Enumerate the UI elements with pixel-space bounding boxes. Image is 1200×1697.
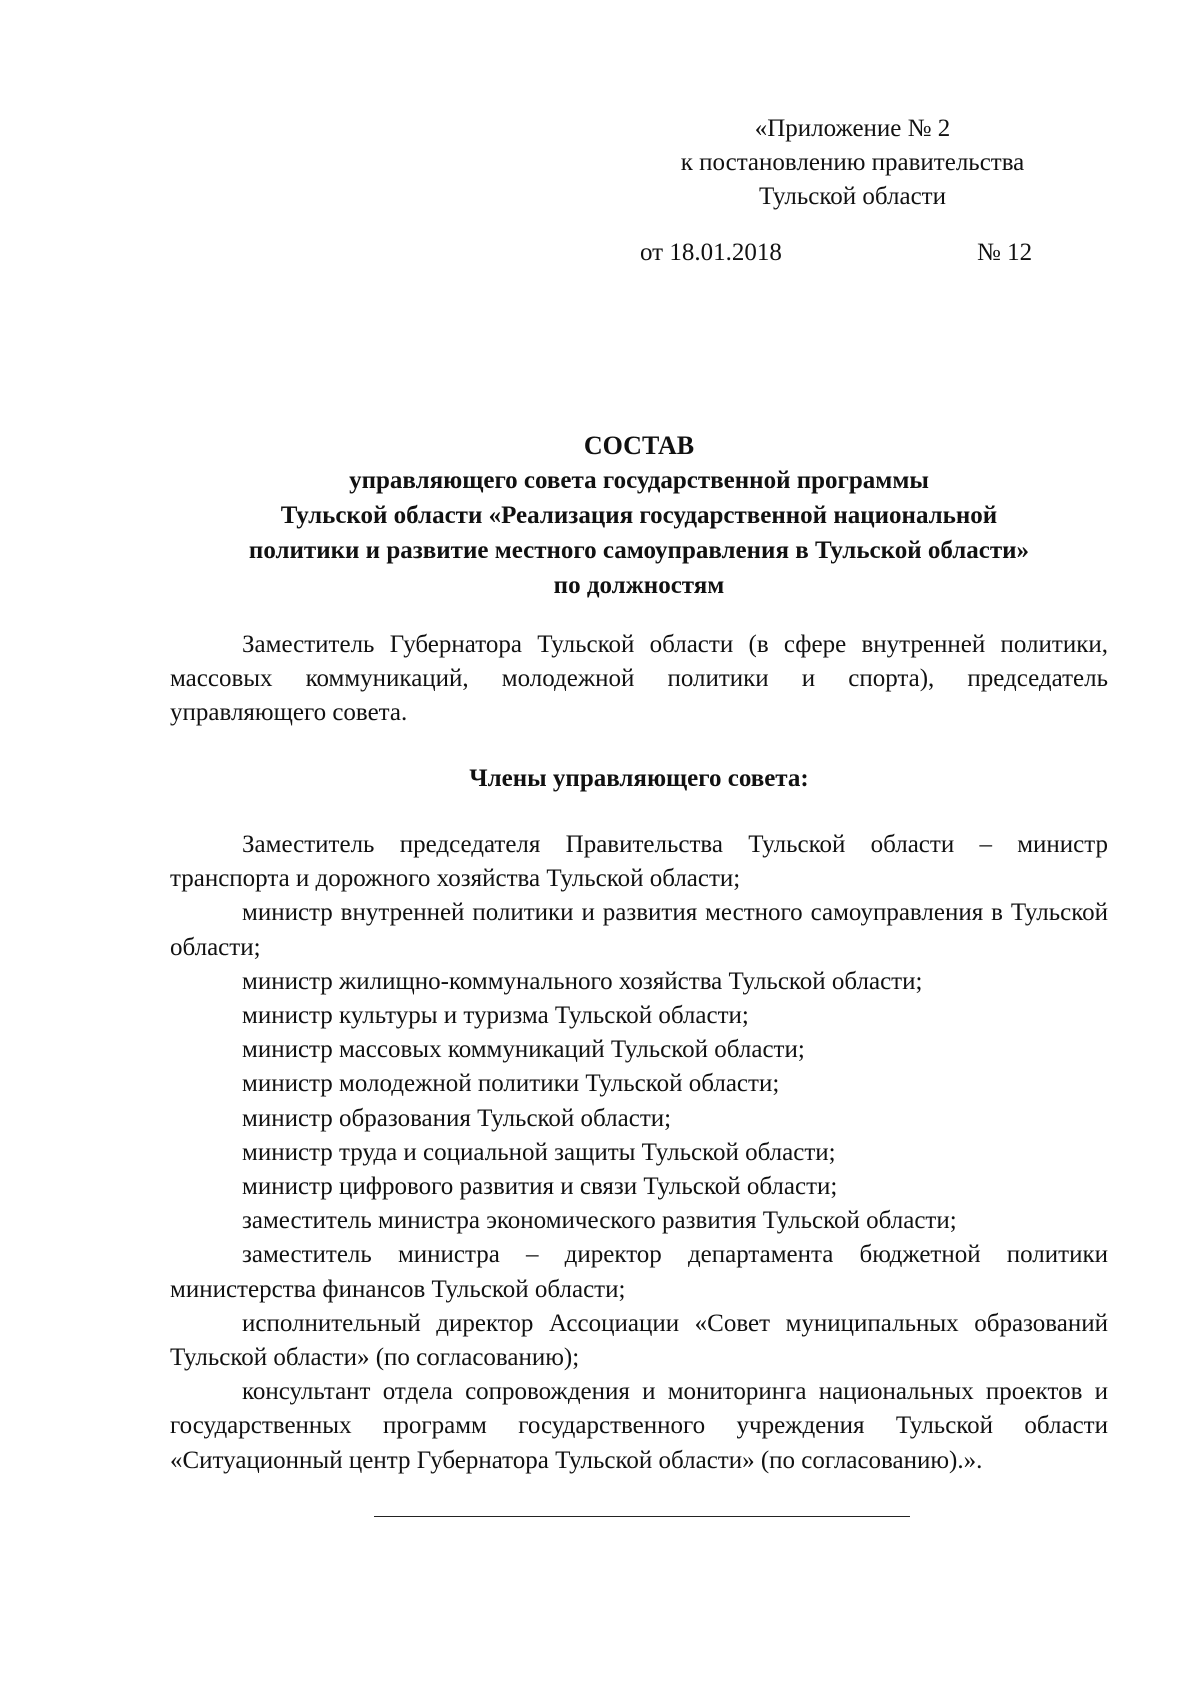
appendix-line-3: Тульской области [759,183,946,210]
member-item: министр труда и социальной защиты Тульской области; [242,1138,836,1166]
chairman-paragraph: Заместитель Губернатора Тульской области (в сфере внутренней политики, массовых коммуникаций, молодежной политики и спорта), председатель управляющего совета. [170,631,1108,727]
appendix-line-1: «Приложение № 2 [754,115,951,142]
title-line-5: по должностям [553,572,725,599]
document-title [170,428,1108,603]
title-line-1: СОСТАВ [583,431,695,460]
title-line-4: политики и развитие местного самоуправления в Тульской области» [248,537,1030,564]
member-item: исполнительный директор Ассоциации «Совет муниципальных образований Тульской области» (по согласованию); [170,1309,1108,1372]
member-item: консультант отдела сопровождения и мониторинга национальных проектов и государственных программ государственного учреждения Тульской области «Ситуационный центр Губернатора Тульской области» (по согласованию).». [170,1378,1108,1474]
title-line-2: управляющего совета государственной программы [349,467,929,494]
member-item: министр образования Тульской области; [242,1104,672,1132]
chairman-section [170,628,1108,731]
rule-spacer [170,1478,1108,1516]
members-heading: Члены управляющего совета: [469,765,809,792]
member-item: Заместитель председателя Правительства Тульской области – министр транспорта и дорожного хозяйства Тульской области; [170,831,1108,893]
member-item: министр жилищно-коммунального хозяйства Тульской области; [242,967,923,995]
document-date: от 18.01.2018 [640,239,782,266]
member-item: заместитель министра экономического развития Тульской области; [242,1207,957,1235]
member-item: министр культуры и туризма Тульской области; [242,1002,749,1030]
member-item: министр цифрового развития и связи Тульской области; [242,1173,838,1201]
members-list [170,828,1108,1517]
appendix-line-2: к постановлению правительства [680,149,1025,176]
document-number: № 12 [977,239,1033,266]
member-item: заместитель министра – директор департамента бюджетной политики министерства финансов Тульской области; [170,1241,1108,1303]
title-line-3: Тульской области «Реализация государственной национальной [280,502,998,529]
member-item: министр внутренней политики и развития местного самоуправления в Тульской области; [170,899,1108,961]
closing-rule [374,1516,910,1517]
member-item: министр молодежной политики Тульской области; [242,1070,780,1098]
member-item: министр массовых коммуникаций Тульской области; [242,1036,805,1064]
appendix-header [660,112,1045,214]
